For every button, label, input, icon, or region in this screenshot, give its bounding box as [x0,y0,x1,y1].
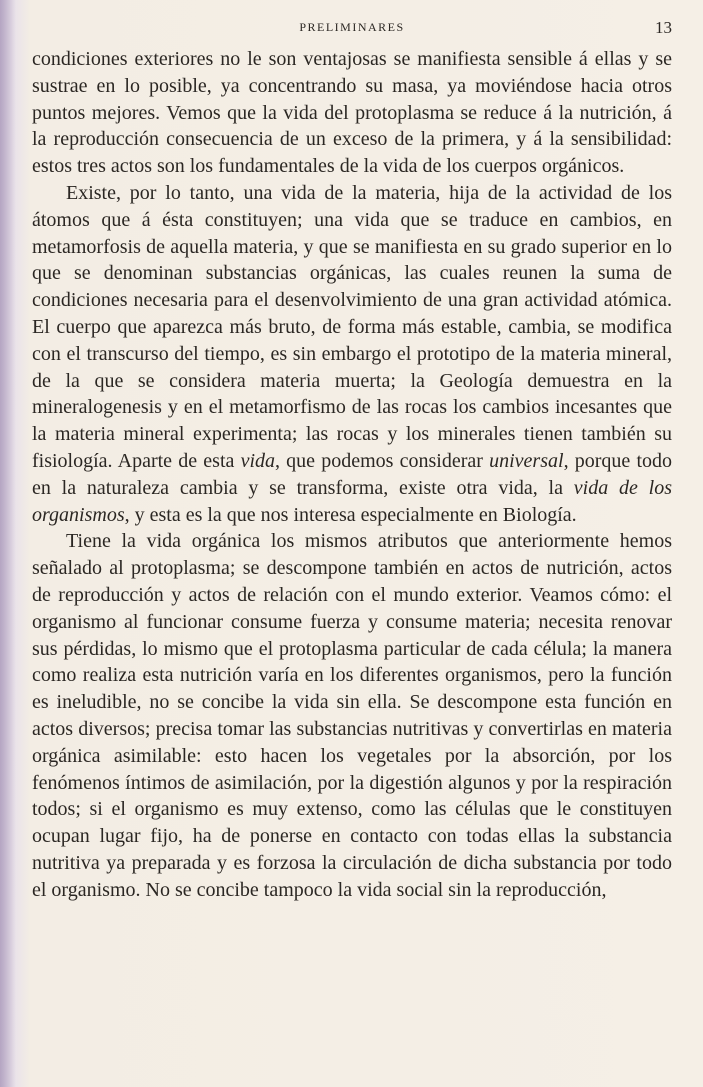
text-segment: , que podemos considerar [275,449,490,472]
text-segment: Existe, por lo tanto, una vida de la materia, hija de la actividad de los átomos que á ésta constituyen; una vida que se traduce en cambios, en metamorfosis de aquella materia, y que se manifiesta en su grado superior en lo que se denominan substancias orgánicas, las cuales reunen la suma de condiciones necesaria para el desenvolvimiento de una gran actividad atómica. El cuerpo que aparezca más bruto, de forma más estable, cambia, se modifica con el transcurso del tiempo, es sin embargo el prototipo de la materia mineral, de la que se considera materia muerta; la Geología demuestra en la mineralogenesis y en el metamorfismo de las rocas los cambios incesantes que la materia mineral experimenta; las rocas y los minerales tienen también su fisiología. Aparte de esta [32,181,672,472]
italic-term: universal [489,449,564,472]
paragraph [32,46,672,180]
page-number: 13 [655,18,672,37]
text-segment: condiciones exteriores no le son ventajosas se manifiesta sensible á ellas y se sustrae en lo posible, ya concentrando su masa, ya moviéndose hacia otros puntos mejores. Vemos que la vida del protoplasma se reduce á la nutrición, á la reproducción consecuencia de un exceso de la primera, y á la sensibilidad: estos tres actos son los fundamentales de la vida de los cuerpos orgánicos. [32,48,672,178]
body-text [32,46,672,904]
binding-shadow [0,0,16,1087]
running-head: PRELIMINARES [299,20,405,34]
paragraph [32,528,672,903]
italic-term: vida de los organismos [32,476,672,526]
paragraph [32,180,672,528]
page-header [32,18,672,40]
text-segment: , y esta es la que nos interesa especialmente en Biología. [124,503,577,526]
text-segment: Tiene la vida orgánica los mismos atributos que anteriormente hemos señalado al protoplasma; se descompone también en actos de nutrición, actos de reproducción y actos de relación con el mundo exterior. Veamos cómo: el organismo al funcionar consume fuerza y consume materia; necesita renovar sus pérdidas, lo mismo que el protoplasma particular de cada célula; la manera como realiza esta nutrición varía en los diferentes organismos, pero la función es ineludible, no se concibe la vida sin ella. Se descompone esta función en actos diversos; precisa tomar las substancias nutritivas y convertirlas en materia orgánica asimilable: esto hacen los vegetales por la absorción, por los fenómenos íntimos de asimilación, por la digestión algunos y por la respiración todos; si el organismo es muy extenso, como las células que le constituyen ocupan lugar fijo, ha de ponerse en contacto con todas ellas la substancia nutritiva ya preparada y es forzosa la circulación de dicha substancia por todo el organismo. No se concibe tampoco la vida social sin la reproducción, [32,530,672,901]
text-segment: , porque todo en la naturaleza cambia y se transforma, existe otra vida, la [32,449,673,499]
italic-term: vida [240,449,275,472]
